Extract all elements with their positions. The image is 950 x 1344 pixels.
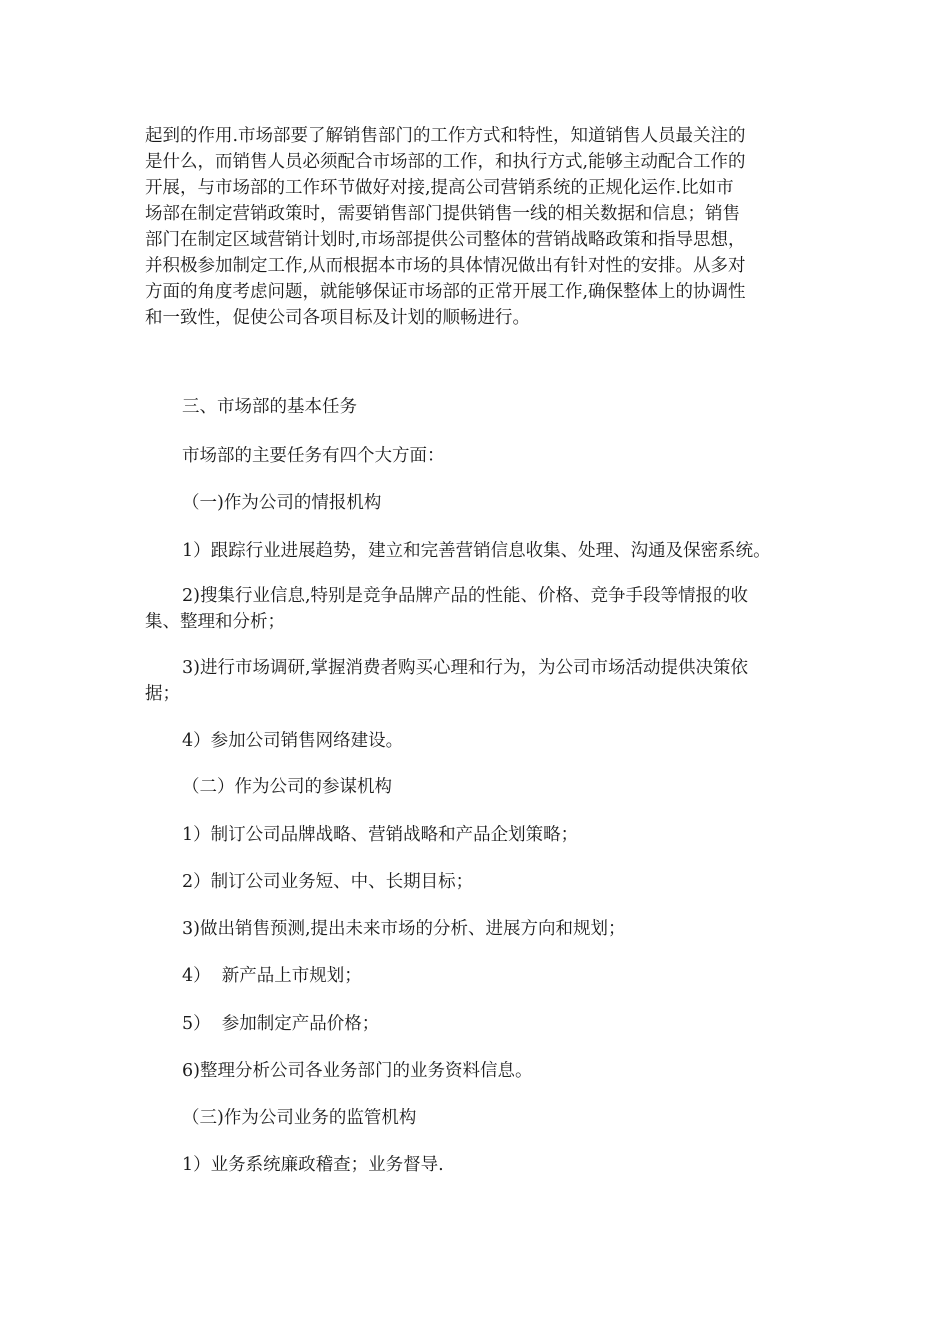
intro-paragraph xyxy=(145,123,810,331)
paragraph-line: 场部在制定营销政策时，需要销售部门提供销售一线的相关数据和信息；销售 xyxy=(145,204,740,224)
list-item: 3)做出销售预测,提出未来市场的分析、进展方向和规划； xyxy=(182,919,626,939)
paragraph-line: 并积极参加制定工作,从而根据本市场的具体情况做出有针对性的安排。从多对 xyxy=(145,256,746,276)
list-item: 3)进行市场调研,掌握消费者购买心理和行为，为公司市场活动提供决策依 据； xyxy=(145,658,749,704)
paragraph-line: 是什么，而销售人员必须配合市场部的工作，和执行方式,能够主动配合工作的 xyxy=(145,152,746,172)
subsection-heading-supervision: （三)作为公司业务的监管机构 xyxy=(182,1108,417,1128)
section-intro: 市场部的主要任务有四个大方面： xyxy=(182,446,445,466)
paragraph-line: 和一致性，促使公司各项目标及计划的顺畅进行。 xyxy=(145,308,530,328)
list-item: 5） 参加制定产品价格； xyxy=(182,1014,380,1034)
list-item: 6)整理分析公司各业务部门的业务资料信息。 xyxy=(182,1061,533,1081)
subsection-heading-intelligence: （一)作为公司的情报机构 xyxy=(182,493,382,513)
section-heading: 三、市场部的基本任务 xyxy=(182,397,357,417)
list-item: 1）业务系统廉政稽查；业务督导. xyxy=(182,1155,444,1175)
paragraph-line: 方面的角度考虑问题，就能够保证市场部的正常开展工作,确保整体上的协调性 xyxy=(145,282,746,302)
list-item: 1）制订公司品牌战略、营销战略和产品企划策略； xyxy=(182,825,579,845)
list-item: 1）跟踪行业进展趋势，建立和完善营销信息收集、处理、沟通及保密系统。 xyxy=(182,541,771,561)
paragraph-line: 开展，与市场部的工作环节做好对接,提高公司营销系统的正规化运作.比如市 xyxy=(145,178,734,198)
list-item: 2）制订公司业务短、中、长期目标； xyxy=(182,872,474,892)
list-item: 4） 新产品上市规划； xyxy=(182,966,362,986)
list-item: 4）参加公司销售网络建设。 xyxy=(182,731,404,751)
paragraph-line: 起到的作用.市场部要了解销售部门的工作方式和特性，知道销售人员最关注的 xyxy=(145,126,746,146)
subsection-heading-advisory: （二）作为公司的参谋机构 xyxy=(182,777,392,797)
list-item: 2)搜集行业信息,特别是竞争品牌产品的性能、价格、竞争手段等情报的收 集、整理和分析； xyxy=(145,586,749,632)
paragraph-line: 部门在制定区域营销计划时,市场部提供公司整体的营销战略政策和指导思想， xyxy=(145,230,746,250)
